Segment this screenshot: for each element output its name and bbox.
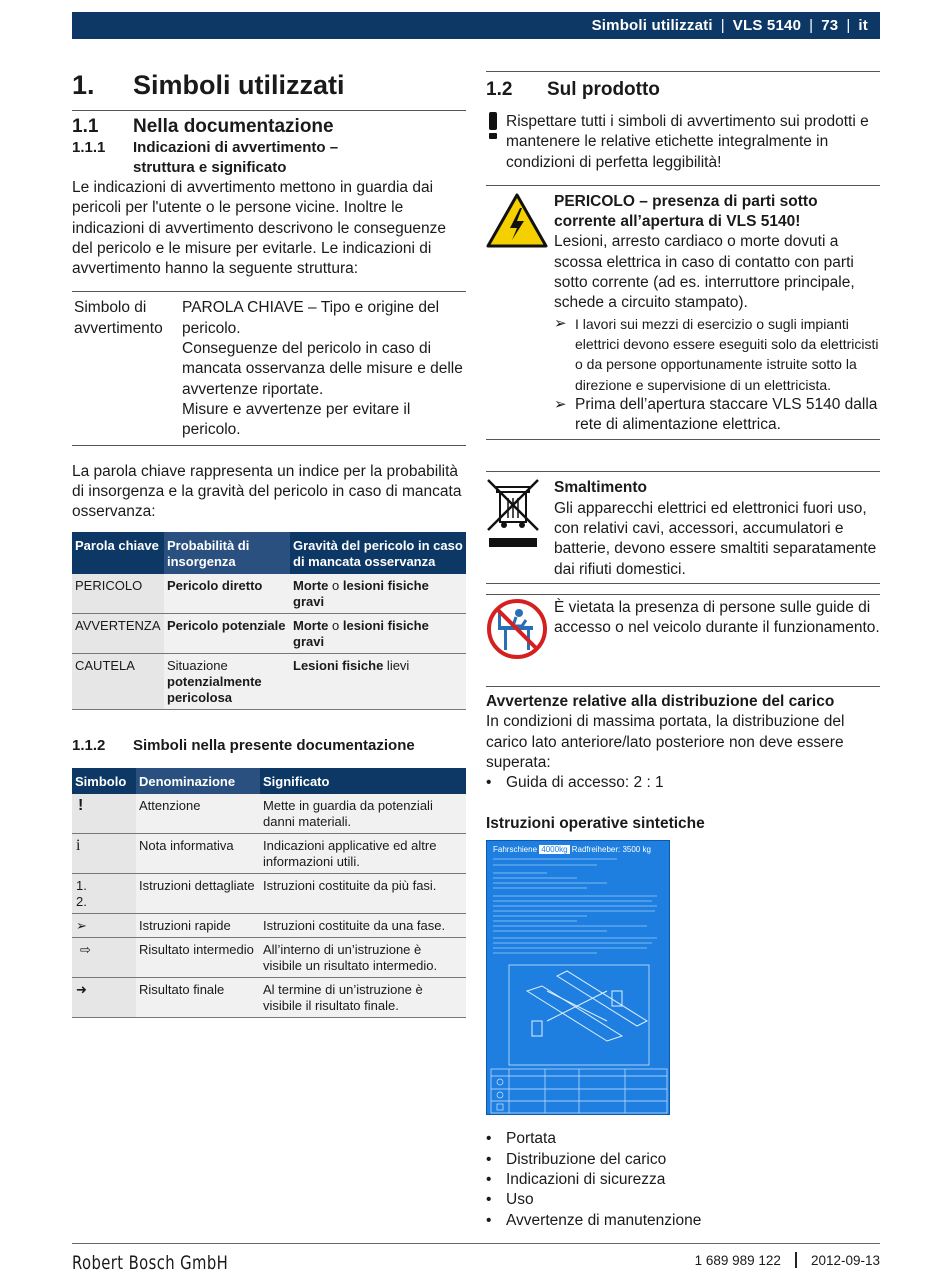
table-row xyxy=(72,978,466,1018)
table-cell xyxy=(72,794,136,834)
header-separator: | xyxy=(846,17,851,34)
list-item-text: Indicazioni di sicurezza xyxy=(506,1171,666,1189)
header-separator: | xyxy=(720,17,725,34)
list-item xyxy=(486,1150,880,1170)
plate-capacity: 4000kg xyxy=(541,845,568,855)
cell-bold-text: lesioni fisiche gravi xyxy=(293,578,429,610)
load-distribution-title: Avvertenze relative alla distribuzione del carico xyxy=(486,693,835,711)
cell-text: lievi xyxy=(383,658,410,674)
warning-measures-line: Misure e avvertenze per evitare il pericolo. xyxy=(182,400,411,439)
no-persons-on-lift-icon xyxy=(486,598,554,666)
table-cell xyxy=(290,654,466,710)
danger-body: Lesioni, arresto cardiaco o morte dovuti a scossa elettrica in caso di contatto con parti sotto corrente (ad es. interruttore principale, schede a circuito stampato). xyxy=(554,233,855,312)
table-row xyxy=(72,938,466,978)
table-cell xyxy=(290,574,466,614)
document-date: 2012-09-13 xyxy=(810,1252,880,1268)
table-cell: Nota informativa xyxy=(136,834,260,874)
warning-symbol-label: Simbolo di avvertimento xyxy=(74,299,163,337)
column-header: Significato xyxy=(260,768,466,794)
table-cell: Al termine di un’istruzione è visibile il risultato finale. xyxy=(260,978,466,1018)
prohibition-text: È vietata la presenza di persone sulle guide di accesso o nel veicolo durante il funzionamento. xyxy=(554,598,880,637)
table-row xyxy=(72,654,466,710)
divider xyxy=(486,583,880,584)
subsection-number: 1.1.2 xyxy=(72,737,106,755)
table-cell xyxy=(72,874,136,914)
column-header: Gravità del pericolo in caso di mancata osservanza xyxy=(290,532,466,574)
list-item-text: Guida di accesso: 2 : 1 xyxy=(506,774,664,792)
table-row xyxy=(72,614,466,654)
table-cell: Istruzioni costituite da una fase. xyxy=(260,914,466,938)
load-distribution-list xyxy=(486,773,880,793)
quick-step-arrow-icon: ➢ xyxy=(554,395,567,413)
load-distribution-text: In condizioni di massima portata, la distribuzione del carico lato anteriore/lato posteriore non deve essere superata: xyxy=(486,713,845,771)
section-title: Sul prodotto xyxy=(547,79,660,100)
divider xyxy=(486,594,880,595)
table-row xyxy=(72,914,466,938)
table-cell: CAUTELA xyxy=(72,654,164,710)
bullet: • xyxy=(486,1171,492,1189)
cell-bold-text: potenzialmente pericolosa xyxy=(167,674,262,706)
symbols-table xyxy=(72,768,466,1018)
header-section: Simboli utilizzati xyxy=(591,17,713,34)
disposal-notice xyxy=(486,478,880,579)
divider xyxy=(486,686,880,687)
bullet: • xyxy=(486,774,492,792)
table-cell: Istruzioni rapide xyxy=(136,914,260,938)
list-item xyxy=(486,1190,880,1210)
section-heading xyxy=(72,116,466,138)
list-item-text: Avvertenze di manutenzione xyxy=(506,1211,702,1229)
list-item-text: Distribuzione del carico xyxy=(506,1150,667,1168)
disposal-content xyxy=(554,478,880,579)
column-header: Parola chiave xyxy=(72,532,164,574)
table-cell: Risultato finale xyxy=(136,978,260,1018)
cell-bold-text: lesioni fisiche gravi xyxy=(293,618,429,650)
danger-title: PERICOLO – presenza di parti sotto corrente all’apertura di VLS 5140! xyxy=(554,192,818,231)
document-number: 1 689 989 122 xyxy=(694,1252,781,1268)
brand-logo-text: Robert Bosch GmbH xyxy=(72,1252,229,1274)
subsection-number: 1.1.1 xyxy=(72,139,106,156)
attention-text: Rispettare tutti i simboli di avvertimento sui prodotti e mantenere le relative etichette integralmente in condizioni di perfetta leggibilità! xyxy=(506,113,869,171)
keyword-table xyxy=(72,532,466,710)
cell-bold-text: Pericolo potenziale xyxy=(167,618,286,634)
cell-text: Situazione xyxy=(167,658,228,674)
bullet: • xyxy=(486,1191,492,1209)
crossed-wheelie-bin-icon xyxy=(486,478,554,579)
intro-paragraph: Le indicazioni di avvertimento mettono in guardia dai pericoli per l'utente o le persone vicine. Inoltre le indicazioni di avvertimento descrivono le conseguenze del pericolo e le misure per evitarle. Le indicazioni di avvertimento hanno la seguente struttura: xyxy=(72,179,446,278)
table-cell xyxy=(164,654,290,710)
bullet: • xyxy=(486,1211,492,1229)
quick-instructions-list xyxy=(486,1129,880,1230)
left-column xyxy=(72,66,466,1018)
table-cell xyxy=(290,614,466,654)
bullet: • xyxy=(486,1150,492,1168)
footer-divider xyxy=(72,1243,880,1244)
keyword-paragraph: La parola chiave rappresenta un indice per la probabilità di insorgenza e la gravità del pericolo in caso di mancata osservanza: xyxy=(72,462,462,521)
column-header: Simbolo xyxy=(72,768,136,794)
exclamation-icon: ! xyxy=(78,797,84,815)
quick-instructions-plate-image xyxy=(486,840,670,1115)
table-header-row xyxy=(72,532,466,574)
subsection-heading xyxy=(72,138,466,178)
table-cell: Indicazioni applicative ed altre informazioni utili. xyxy=(260,834,466,874)
plate-rail-label: Fahrschiene xyxy=(493,845,538,855)
table-cell: PERICOLO xyxy=(72,574,164,614)
danger-steps xyxy=(554,314,880,436)
cell-bold-text: Morte xyxy=(293,578,329,594)
cell-text: o xyxy=(328,618,343,634)
table-row xyxy=(72,834,466,874)
cell-bold-text: Pericolo diretto xyxy=(167,578,263,594)
list-item xyxy=(486,1170,880,1190)
quick-step-arrow-icon: ➢ xyxy=(554,314,567,332)
divider xyxy=(486,471,880,472)
footer-info xyxy=(695,1252,880,1268)
table-header-row xyxy=(72,768,466,794)
header-page-number: 73 xyxy=(821,17,839,34)
list-item xyxy=(554,314,880,395)
divider xyxy=(486,439,880,440)
quick-step-arrow-icon: ➢ xyxy=(76,918,87,934)
section-number: 1.1 xyxy=(72,116,99,137)
section-title: Nella documentazione xyxy=(133,116,334,137)
table-cell: Risultato intermedio xyxy=(136,938,260,978)
danger-warning xyxy=(486,192,880,314)
page-header-bar xyxy=(72,12,880,39)
attention-notice xyxy=(486,108,880,186)
cell-text: o xyxy=(328,578,343,594)
table-cell: All’interno di un’istruzione è visibile un risultato intermedio. xyxy=(260,938,466,978)
table-cell xyxy=(72,914,136,938)
table-cell: Istruzioni costituite da più fasi. xyxy=(260,874,466,914)
chapter-number: 1. xyxy=(72,69,95,100)
warning-structure-content xyxy=(182,298,464,440)
final-result-arrow-icon: ➜ xyxy=(76,982,87,998)
chapter-title: Simboli utilizzati xyxy=(133,69,345,100)
disposal-body: Gli apparecchi elettrici ed elettronici fuori uso, con relativi cavi, accessori, accumulatori e batterie, devono essere smaltiti separatamente dai rifiuti domestici. xyxy=(554,499,877,578)
cell-bold-text: Lesioni fisiche xyxy=(293,658,384,674)
danger-warning-content xyxy=(554,192,880,314)
list-item-text: Portata xyxy=(506,1130,556,1148)
subsection-heading xyxy=(72,736,466,756)
bullet: • xyxy=(486,1130,492,1148)
list-item xyxy=(486,1211,880,1231)
warning-structure-table xyxy=(72,291,466,445)
subsection-title: Indicazioni di avvertimento – struttura e significato xyxy=(133,139,339,176)
plate-jack-capacity: Radfreiheber: 3500 kg xyxy=(571,845,651,855)
table-row xyxy=(72,794,466,834)
subsection-title: Simboli nella presente documentazione xyxy=(133,737,415,755)
table-cell xyxy=(72,978,136,1018)
list-item xyxy=(486,773,880,793)
header-model: VLS 5140 xyxy=(732,17,802,34)
warning-consequence-line: Conseguenze del pericolo in caso di mancata osservanza delle misure e delle avvertenze riportate. xyxy=(182,340,463,398)
right-column xyxy=(486,66,880,1231)
table-row xyxy=(72,874,466,914)
list-item-text: Uso xyxy=(506,1191,534,1209)
column-header: Probabilità di insorgenza xyxy=(164,532,290,574)
info-icon: i xyxy=(76,837,81,855)
exclamation-icon xyxy=(486,112,506,173)
cell-bold-text: Morte xyxy=(293,618,329,634)
list-item xyxy=(554,395,880,436)
high-voltage-warning-icon xyxy=(486,192,554,314)
step-text: I lavori sui mezzi di esercizio o sugli impianti elettrici devono essere eseguiti solo da elettricisti o da persone opportunamente istruite sotto la direzione e supervisione di un elettricista. xyxy=(575,315,879,393)
step-text: Prima dell’apertura staccare VLS 5140 dalla rete di alimentazione elettrica. xyxy=(575,395,878,434)
footer-separator xyxy=(795,1252,797,1268)
table-cell xyxy=(72,938,136,978)
header-separator: | xyxy=(809,17,814,34)
table-cell: Attenzione xyxy=(136,794,260,834)
column-header: Denominazione xyxy=(136,768,260,794)
disposal-title: Smaltimento xyxy=(554,479,648,497)
intermediate-result-arrow-icon: ⇨ xyxy=(80,942,91,958)
prohibition-notice xyxy=(486,598,880,666)
section-number: 1.2 xyxy=(486,79,513,100)
table-row xyxy=(72,574,466,614)
divider xyxy=(72,110,466,111)
table-cell: Istruzioni dettagliate xyxy=(136,874,260,914)
chapter-heading xyxy=(72,66,466,104)
warning-keyword-line: PAROLA CHIAVE – Tipo e origine del pericolo. xyxy=(182,299,440,337)
table-cell xyxy=(72,834,136,874)
table-cell: Mette in guardia da potenziali danni materiali. xyxy=(260,794,466,834)
numbered-steps-icon: 1. 2. xyxy=(76,878,87,910)
quick-instructions-title: Istruzioni operative sintetiche xyxy=(486,815,705,833)
list-item xyxy=(486,1129,880,1149)
table-cell xyxy=(164,614,290,654)
header-language: it xyxy=(858,17,868,34)
table-cell xyxy=(164,574,290,614)
section-heading xyxy=(486,72,880,108)
plate-graphics xyxy=(487,841,670,1115)
table-cell: AVVERTENZA xyxy=(72,614,164,654)
